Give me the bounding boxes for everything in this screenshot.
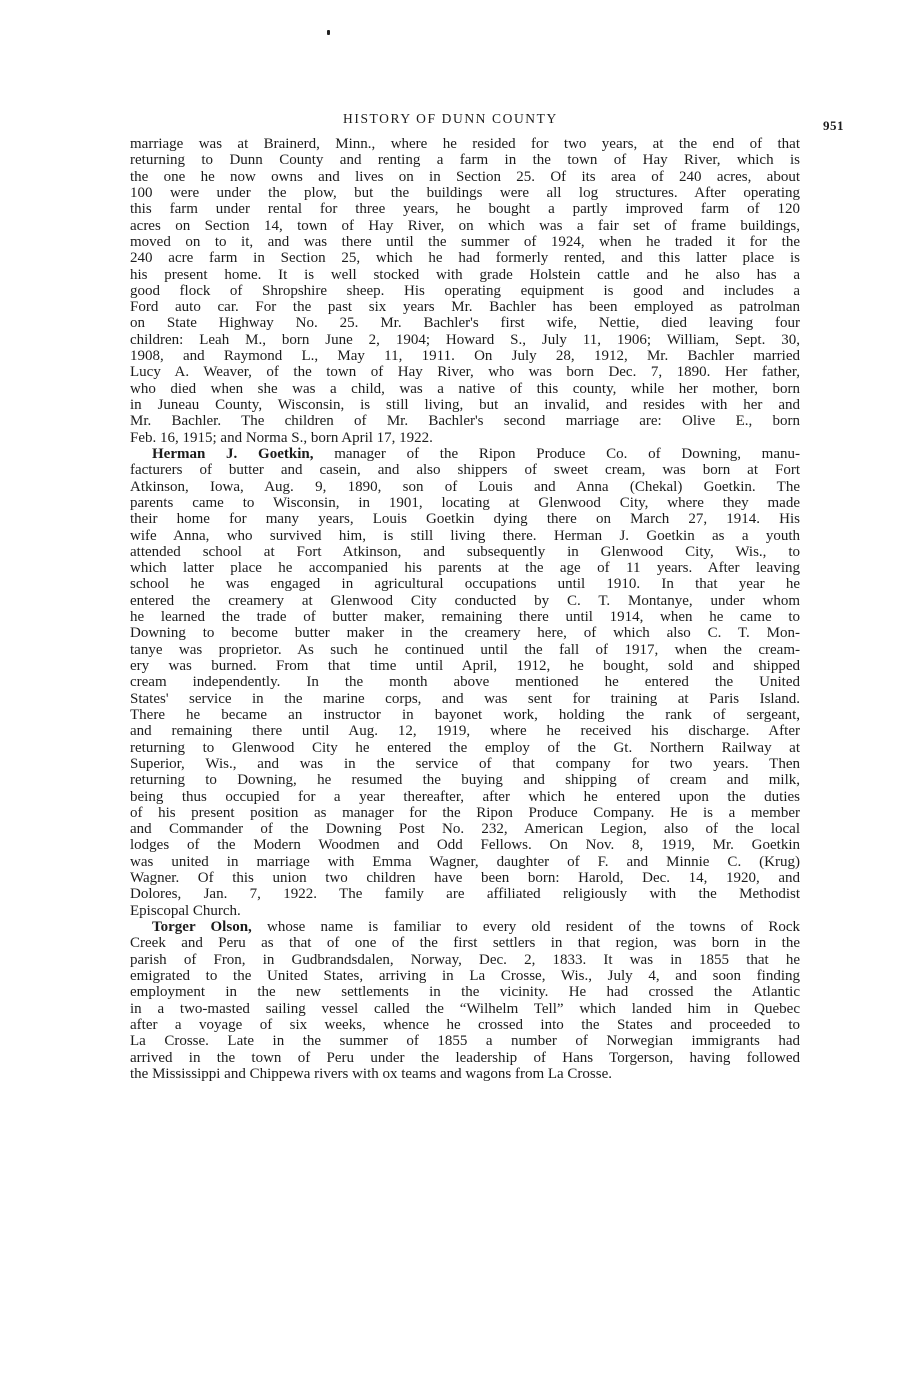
text-line: Wagner. Of this union two children have been born: Harold, Dec. 14, 1920, and: [130, 870, 800, 887]
text-line: [130, 919, 800, 935]
text-line: which latter place he accompanied his parents at the age of 11 years. After leaving: [130, 560, 800, 577]
text-line: who died when she was a child, was a native of this county, while her mother, born: [130, 380, 800, 397]
text-line: arrived in the town of Peru under the leadership of Hans Torgerson, having followed: [130, 1049, 800, 1066]
text-line: 240 acre farm in Section 25, which he had formerly rented, and this latter place is: [130, 250, 800, 267]
text-line: acres on Section 14, town of Hay River, on which was a fair set of frame buildings,: [130, 217, 800, 234]
text-line: parents came to Wisconsin, in 1901, locating at Glenwood City, where they made: [130, 494, 800, 511]
text-line: employment in the new settlements in the vicinity. He had crossed the Atlantic: [130, 984, 800, 1001]
paragraph-goetkin: [130, 446, 800, 919]
text-line: and remaining there until Aug. 12, 1919, where he received his discharge. After: [130, 723, 800, 740]
text-line: good flock of Shropshire sheep. His operating equipment is good and includes a: [130, 282, 800, 299]
text-line: on State Highway No. 25. Mr. Bachler's first wife, Nettie, died leaving four: [130, 315, 800, 332]
text-line: parish of Fron, in Gudbrandsdalen, Norway, Dec. 2, 1833. It was in 1855 that he: [130, 951, 800, 968]
text-line: children: Leah M., born June 2, 1904; Howard S., July 11, 1906; William, Sept. 30,: [130, 331, 800, 348]
text-line: La Crosse. Late in the summer of 1855 a number of Norwegian immigrants had: [130, 1033, 800, 1050]
text-line: [130, 446, 800, 462]
text-line: States' service in the marine corps, and was sent for training at Paris Island.: [130, 690, 800, 707]
text-line: entered the creamery at Glenwood City conducted by C. T. Montanye, under whom: [130, 592, 800, 609]
text-line: in Juneau County, Wisconsin, is still living, but an invalid, and resides with her and: [130, 397, 800, 413]
person-name: Torger Olson,: [152, 919, 252, 935]
text-line: 1908, and Raymond L., May 11, 1911. On July 28, 1912, Mr. Bachler married: [130, 348, 800, 365]
text-line: and Commander of the Downing Post No. 232, American Legion, also of the local: [130, 821, 800, 838]
text-line: returning to Glenwood City he entered the employ of the Gt. Northern Railway at: [130, 739, 800, 756]
text-line: after a voyage of six weeks, whence he crossed into the States and proceeded to: [130, 1016, 800, 1033]
text-line: in a two-masted sailing vessel called the “Wilhelm Tell” which landed him in Quebec: [130, 1000, 800, 1017]
text-line-rest: whose name is familiar to every old resident of the towns of Rock: [251, 919, 800, 935]
text-line: marriage was at Brainerd, Minn., where he resided for two years, at the end of that: [130, 136, 800, 152]
text-line: Atkinson, Iowa, Aug. 9, 1890, son of Louis and Anna (Chekal) Goetkin. The: [130, 478, 800, 495]
text-line: moved on to it, and was there until the summer of 1924, when he traded it for the: [130, 233, 800, 250]
text-line: Creek and Peru as that of one of the first settlers in that region, was born in the: [130, 935, 800, 952]
text-line: Episcopal Church.: [130, 902, 241, 919]
text-line: lodges of the Modern Woodmen and Odd Fellows. On Nov. 8, 1919, Mr. Goetkin: [130, 837, 800, 854]
text-line: tanye was proprietor. As such he continued until the fall of 1917, when the cream-: [130, 641, 800, 658]
text-line: Superior, Wis., and was in the service of that company for two years. Then: [130, 755, 800, 772]
text-line: returning to Dunn County and renting a farm in the town of Hay River, which is: [130, 152, 800, 169]
text-line: wife Anna, who survived him, is still living there. Herman J. Goetkin as a youth: [130, 527, 800, 544]
text-line: the one he now owns and lives on in Section 25. Of its area of 240 acres, about: [130, 168, 800, 185]
text-line: ery was burned. From that time until April, 1912, he bought, sold and shipped: [130, 658, 800, 674]
text-line: Ford auto car. For the past six years Mr. Bachler has been employed as patrolman: [130, 299, 800, 316]
text-line: this farm under rental for three years, he bought a partly improved farm of 120: [130, 201, 800, 218]
text-line: being thus occupied for a year thereafter, after which he entered upon the duties: [130, 788, 800, 805]
text-line: their home for many years, Louis Goetkin dying there on March 27, 1914. His: [130, 511, 800, 528]
ink-speck: [327, 30, 330, 35]
text-line: his present home. It is well stocked with grade Holstein cattle and he also has a: [130, 266, 800, 283]
text-line: was united in marriage with Emma Wagner, daughter of F. and Minnie C. (Krug): [130, 853, 800, 870]
text-line: returning to Downing, he resumed the buying and shipping of cream and milk,: [130, 772, 800, 789]
paragraph-bachler: [130, 136, 800, 446]
text-line: There he became an instructor in bayonet work, holding the rank of sergeant,: [130, 706, 800, 723]
text-line: facturers of butter and casein, and also shippers of sweet cream, was born at Fort: [130, 462, 800, 479]
text-line: the Mississippi and Chippewa rivers with ox teams and wagons from La Crosse.: [130, 1065, 613, 1082]
text-line: he learned the trade of butter maker, remaining there until 1914, when he came to: [130, 609, 800, 626]
text-line: Feb. 16, 1915; and Norma S., born April 17, 1922.: [130, 429, 433, 446]
running-header: HISTORY OF DUNN COUNTY: [343, 111, 558, 126]
person-name: Herman J. Goetkin,: [152, 445, 314, 462]
text-line: of his present position as manager for the Ripon Produce Company. He is a member: [130, 804, 800, 821]
text-line-rest: manager of the Ripon Produce Co. of Downing, manu-: [313, 445, 800, 462]
text-line: Lucy A. Weaver, of the town of Hay River, who was born Dec. 7, 1890. Her father,: [130, 364, 800, 381]
paragraph-olson: [130, 919, 800, 1082]
text-line: Downing to become butter maker in the creamery here, of which also C. T. Mon-: [130, 625, 800, 642]
text-line: attended school at Fort Atkinson, and subsequently in Glenwood City, Wis., to: [130, 543, 800, 560]
text-line: emigrated to the United States, arriving in La Crosse, Wis., July 4, and soon finding: [130, 967, 800, 984]
body-text: [130, 136, 800, 1082]
page-number: 951: [823, 118, 844, 133]
text-line: Dolores, Jan. 7, 1922. The family are affiliated religiously with the Methodist: [130, 886, 800, 903]
text-line: 100 were under the plow, but the buildings were all log structures. After operating: [130, 184, 800, 201]
text-line: Mr. Bachler. The children of Mr. Bachler's second marriage are: Olive E., born: [130, 413, 800, 430]
text-line: school he was engaged in agricultural occupations until 1910. In that year he: [130, 576, 800, 593]
text-line: cream independently. In the month above mentioned he entered the United: [130, 674, 800, 691]
